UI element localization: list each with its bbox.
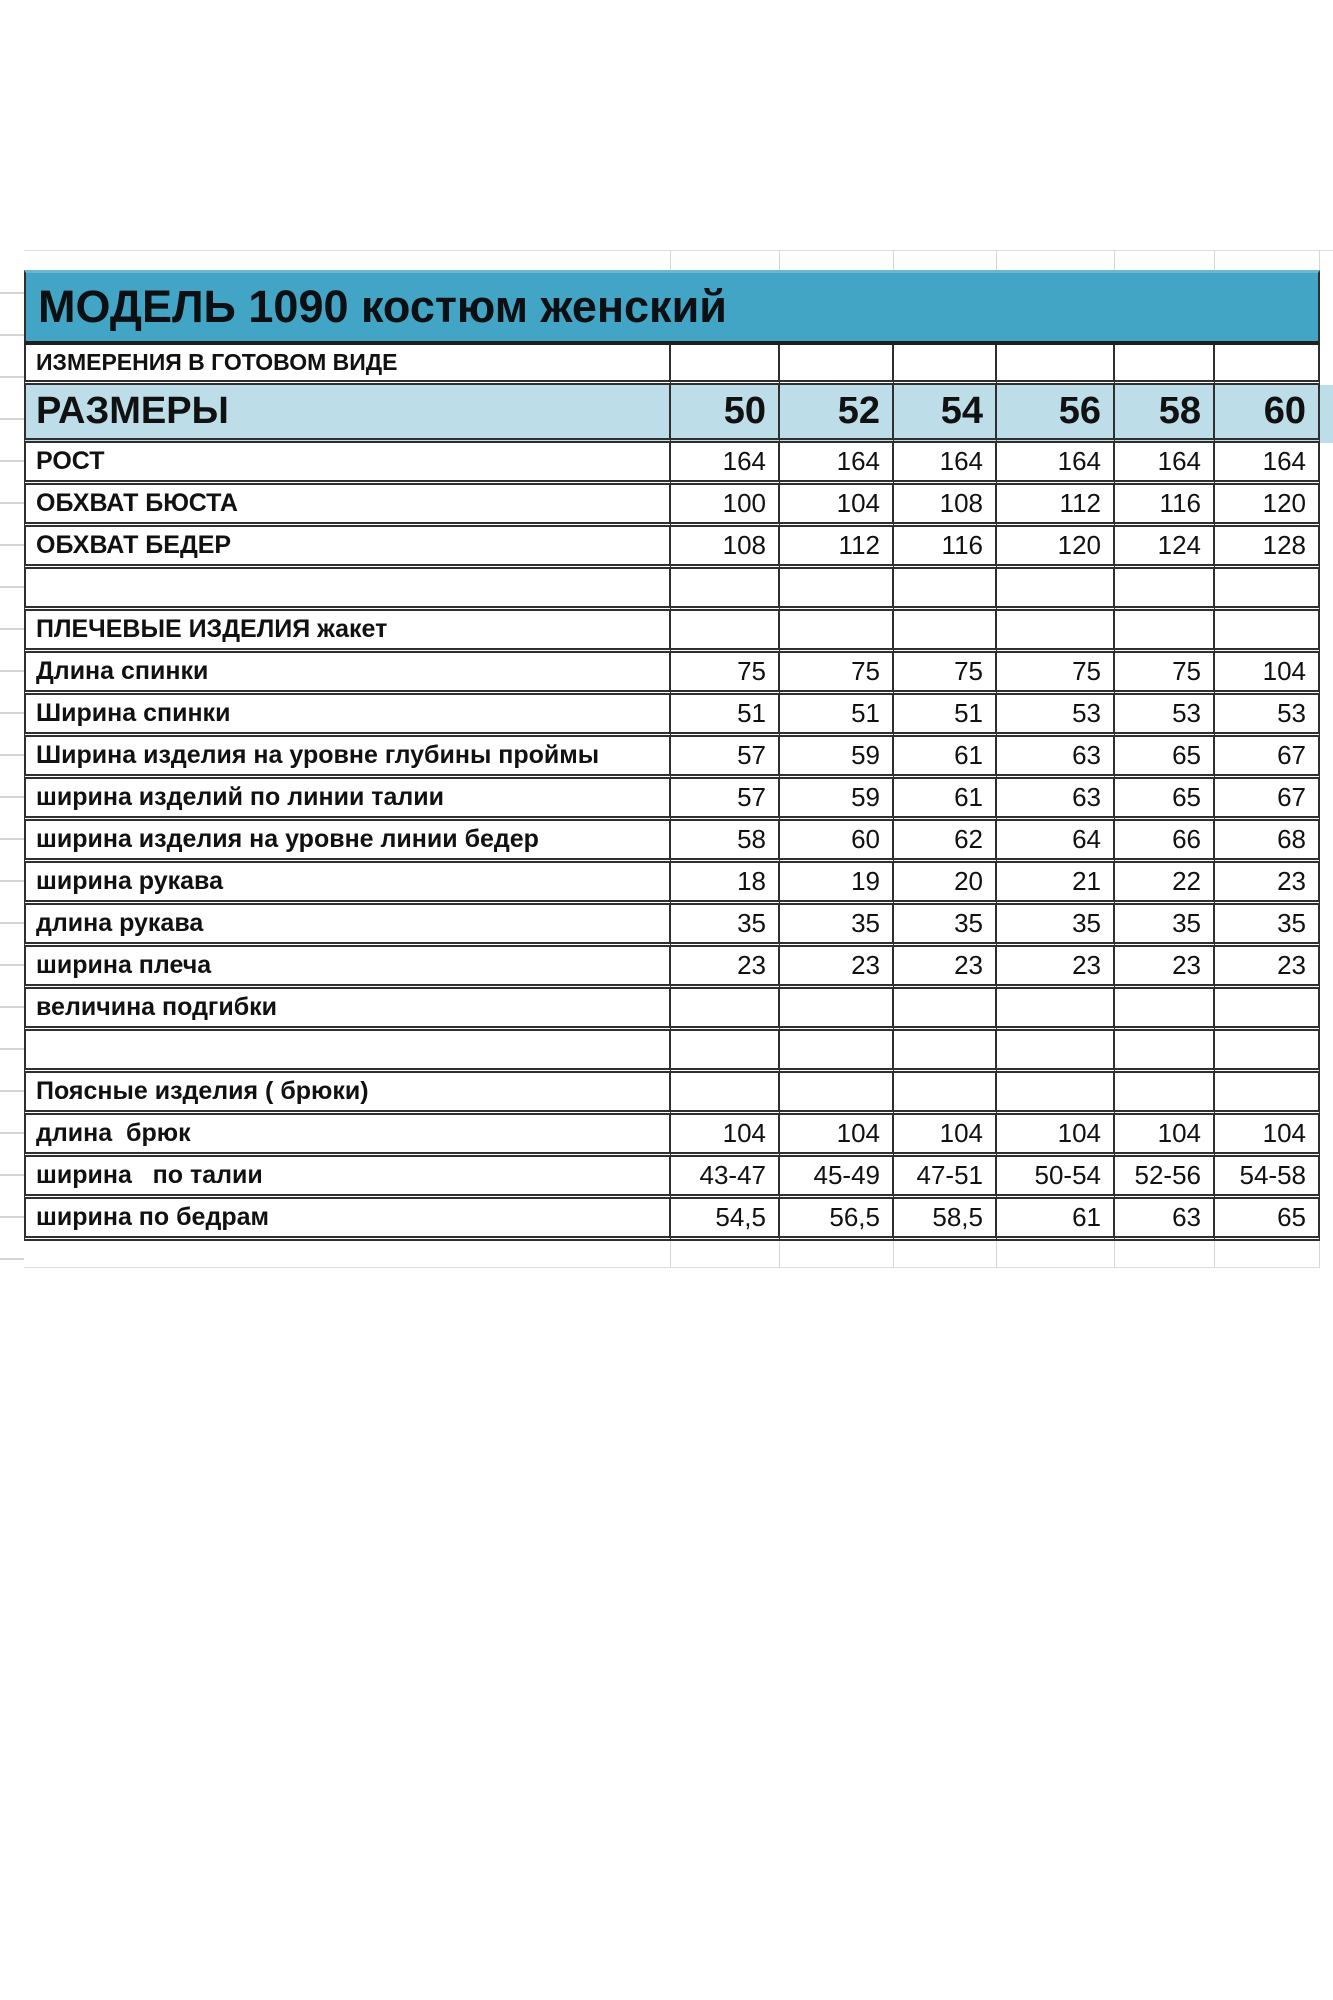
cell-value <box>1215 1073 1320 1115</box>
table-row <box>24 1031 1333 1073</box>
cell-value: 35 <box>997 905 1115 947</box>
cell-value: 61 <box>894 779 997 821</box>
table-row <box>24 1073 1333 1115</box>
table-row <box>24 779 1333 821</box>
cell-value: 164 <box>997 443 1115 485</box>
size-column-header: 56 <box>997 385 1115 443</box>
cell-value <box>780 1073 894 1115</box>
cell-value: 68 <box>1215 821 1320 863</box>
cell-value: 128 <box>1215 527 1320 569</box>
cell-value <box>671 611 780 653</box>
ghost-gridline-row-bottom <box>24 1241 1333 1268</box>
table-row <box>24 485 1333 527</box>
cell-value: 23 <box>894 947 997 989</box>
cell-value: 124 <box>1115 527 1215 569</box>
measurements-note: ИЗМЕРЕНИЯ В ГОТОВОМ ВИДЕ <box>24 345 671 385</box>
cell-value: 75 <box>1115 653 1215 695</box>
row-label: Ширина изделия на уровне глубины проймы <box>24 737 671 779</box>
cell-value <box>780 569 894 611</box>
cell-value: 104 <box>780 1115 894 1157</box>
table-row <box>24 653 1333 695</box>
cell-value: 50-54 <box>997 1157 1115 1199</box>
row-label: ширина плеча <box>24 947 671 989</box>
cell-value <box>1215 989 1320 1031</box>
cell-value: 43-47 <box>671 1157 780 1199</box>
cell-value: 61 <box>894 737 997 779</box>
row-label: Поясные изделия ( брюки) <box>24 1073 671 1115</box>
cell-value: 35 <box>1115 905 1215 947</box>
cell-value: 75 <box>997 653 1115 695</box>
cell-value: 60 <box>780 821 894 863</box>
row-label: ПЛЕЧЕВЫЕ ИЗДЕЛИЯ жакет <box>24 611 671 653</box>
cell-value <box>997 569 1115 611</box>
cell-value: 100 <box>671 485 780 527</box>
cell-value <box>1215 569 1320 611</box>
cell-value: 35 <box>671 905 780 947</box>
cell-value <box>997 611 1115 653</box>
cell-value: 35 <box>1215 905 1320 947</box>
cell-value <box>1115 1031 1215 1073</box>
table-row <box>24 947 1333 989</box>
cell-value: 45-49 <box>780 1157 894 1199</box>
cell-value <box>997 1073 1115 1115</box>
cell-value: 63 <box>1115 1199 1215 1241</box>
cell-value: 35 <box>894 905 997 947</box>
cell-value: 53 <box>1215 695 1320 737</box>
row-label: Ширина спинки <box>24 695 671 737</box>
cell-value: 62 <box>894 821 997 863</box>
cell-value: 104 <box>1215 653 1320 695</box>
row-label: величина подгибки <box>24 989 671 1031</box>
cell-value: 116 <box>894 527 997 569</box>
cell-value: 59 <box>780 779 894 821</box>
cell-value <box>780 989 894 1031</box>
cell-value <box>671 569 780 611</box>
cell-value <box>671 1073 780 1115</box>
cell-value: 35 <box>780 905 894 947</box>
cell-value: 61 <box>997 1199 1115 1241</box>
cell-value: 104 <box>1115 1115 1215 1157</box>
cell-value: 57 <box>671 737 780 779</box>
cell-value: 63 <box>997 779 1115 821</box>
cell-value: 20 <box>894 863 997 905</box>
cell-value: 104 <box>894 1115 997 1157</box>
cell-value: 120 <box>1215 485 1320 527</box>
title-row <box>24 270 1333 345</box>
row-label: длина рукава <box>24 905 671 947</box>
cell-value: 108 <box>671 527 780 569</box>
table-row <box>24 1199 1333 1241</box>
row-label <box>24 1031 671 1073</box>
row-label <box>24 569 671 611</box>
table-row <box>24 905 1333 947</box>
cell-value: 164 <box>671 443 780 485</box>
cell-value: 56,5 <box>780 1199 894 1241</box>
cell-value: 104 <box>671 1115 780 1157</box>
cell-value: 104 <box>780 485 894 527</box>
row-label: длина брюк <box>24 1115 671 1157</box>
cell-value: 58,5 <box>894 1199 997 1241</box>
cell-value: 23 <box>780 947 894 989</box>
cell-value: 63 <box>997 737 1115 779</box>
cell-value <box>671 1031 780 1073</box>
cell-value: 112 <box>997 485 1115 527</box>
cell-value <box>997 1031 1115 1073</box>
sizes-header-row <box>24 385 1333 443</box>
table-row <box>24 527 1333 569</box>
row-label: ширина изделий по линии талии <box>24 779 671 821</box>
cell-value: 108 <box>894 485 997 527</box>
row-label: ширина по талии <box>24 1157 671 1199</box>
cell-value: 18 <box>671 863 780 905</box>
cell-value: 57 <box>671 779 780 821</box>
subtitle-row <box>24 345 1333 385</box>
cell-value: 75 <box>671 653 780 695</box>
size-column-header: 50 <box>671 385 780 443</box>
row-label: ширина по бедрам <box>24 1199 671 1241</box>
cell-value: 23 <box>1215 947 1320 989</box>
cell-value <box>1215 611 1320 653</box>
cell-value: 53 <box>997 695 1115 737</box>
cell-value: 52-56 <box>1115 1157 1215 1199</box>
row-label: ширина изделия на уровне линии бедер <box>24 821 671 863</box>
cell-value <box>1115 989 1215 1031</box>
cell-value <box>1115 1073 1215 1115</box>
cell-value: 67 <box>1215 737 1320 779</box>
table-row <box>24 1157 1333 1199</box>
row-label: Длина спинки <box>24 653 671 695</box>
size-column-header: 58 <box>1115 385 1215 443</box>
cell-value <box>671 989 780 1031</box>
cell-value <box>894 1031 997 1073</box>
cell-value: 104 <box>997 1115 1115 1157</box>
cell-value: 59 <box>780 737 894 779</box>
cell-value <box>997 989 1115 1031</box>
cell-value <box>780 611 894 653</box>
cell-value <box>894 611 997 653</box>
table-row <box>24 863 1333 905</box>
cell-value: 47-51 <box>894 1157 997 1199</box>
cell-value: 22 <box>1115 863 1215 905</box>
cell-value <box>1215 1031 1320 1073</box>
cell-value: 19 <box>780 863 894 905</box>
size-column-header: 52 <box>780 385 894 443</box>
cell-value: 164 <box>894 443 997 485</box>
left-gutter-gridlines <box>0 252 24 1268</box>
cell-value: 58 <box>671 821 780 863</box>
cell-value: 66 <box>1115 821 1215 863</box>
cell-value: 65 <box>1115 779 1215 821</box>
row-label: ОБХВАТ БЕДЕР <box>24 527 671 569</box>
cell-value: 23 <box>1115 947 1215 989</box>
size-chart-table <box>24 250 1333 1241</box>
cell-value: 54,5 <box>671 1199 780 1241</box>
table-row <box>24 989 1333 1031</box>
cell-value: 54-58 <box>1215 1157 1320 1199</box>
cell-value: 75 <box>780 653 894 695</box>
row-label: РОСТ <box>24 443 671 485</box>
cell-value: 104 <box>1215 1115 1320 1157</box>
table-row <box>24 695 1333 737</box>
cell-value: 164 <box>1215 443 1320 485</box>
table-row <box>24 611 1333 653</box>
table-row <box>24 821 1333 863</box>
page-title: МОДЕЛЬ 1090 костюм женский <box>24 270 1320 345</box>
cell-value <box>1115 569 1215 611</box>
cell-value: 51 <box>894 695 997 737</box>
sizes-row-label: РАЗМЕРЫ <box>24 385 671 443</box>
cell-value: 116 <box>1115 485 1215 527</box>
cell-value: 67 <box>1215 779 1320 821</box>
cell-value: 51 <box>671 695 780 737</box>
row-label: ширина рукава <box>24 863 671 905</box>
cell-value <box>780 1031 894 1073</box>
cell-value <box>894 569 997 611</box>
cell-value: 164 <box>1115 443 1215 485</box>
table-row <box>24 569 1333 611</box>
size-column-header: 54 <box>894 385 997 443</box>
cell-value <box>894 1073 997 1115</box>
row-label: ОБХВАТ БЮСТА <box>24 485 671 527</box>
cell-value: 112 <box>780 527 894 569</box>
table-row <box>24 737 1333 779</box>
cell-value: 120 <box>997 527 1115 569</box>
table-row <box>24 1115 1333 1157</box>
cell-value: 53 <box>1115 695 1215 737</box>
cell-value: 51 <box>780 695 894 737</box>
cell-value: 75 <box>894 653 997 695</box>
cell-value <box>894 989 997 1031</box>
cell-value: 65 <box>1215 1199 1320 1241</box>
cell-value: 23 <box>671 947 780 989</box>
cell-value: 64 <box>997 821 1115 863</box>
table-row <box>24 443 1333 485</box>
ghost-gridline-row-top <box>24 250 1333 270</box>
cell-value: 65 <box>1115 737 1215 779</box>
cell-value: 23 <box>997 947 1115 989</box>
cell-value: 21 <box>997 863 1115 905</box>
size-column-header: 60 <box>1215 385 1320 443</box>
cell-value <box>1115 611 1215 653</box>
cell-value: 164 <box>780 443 894 485</box>
cell-value: 23 <box>1215 863 1320 905</box>
